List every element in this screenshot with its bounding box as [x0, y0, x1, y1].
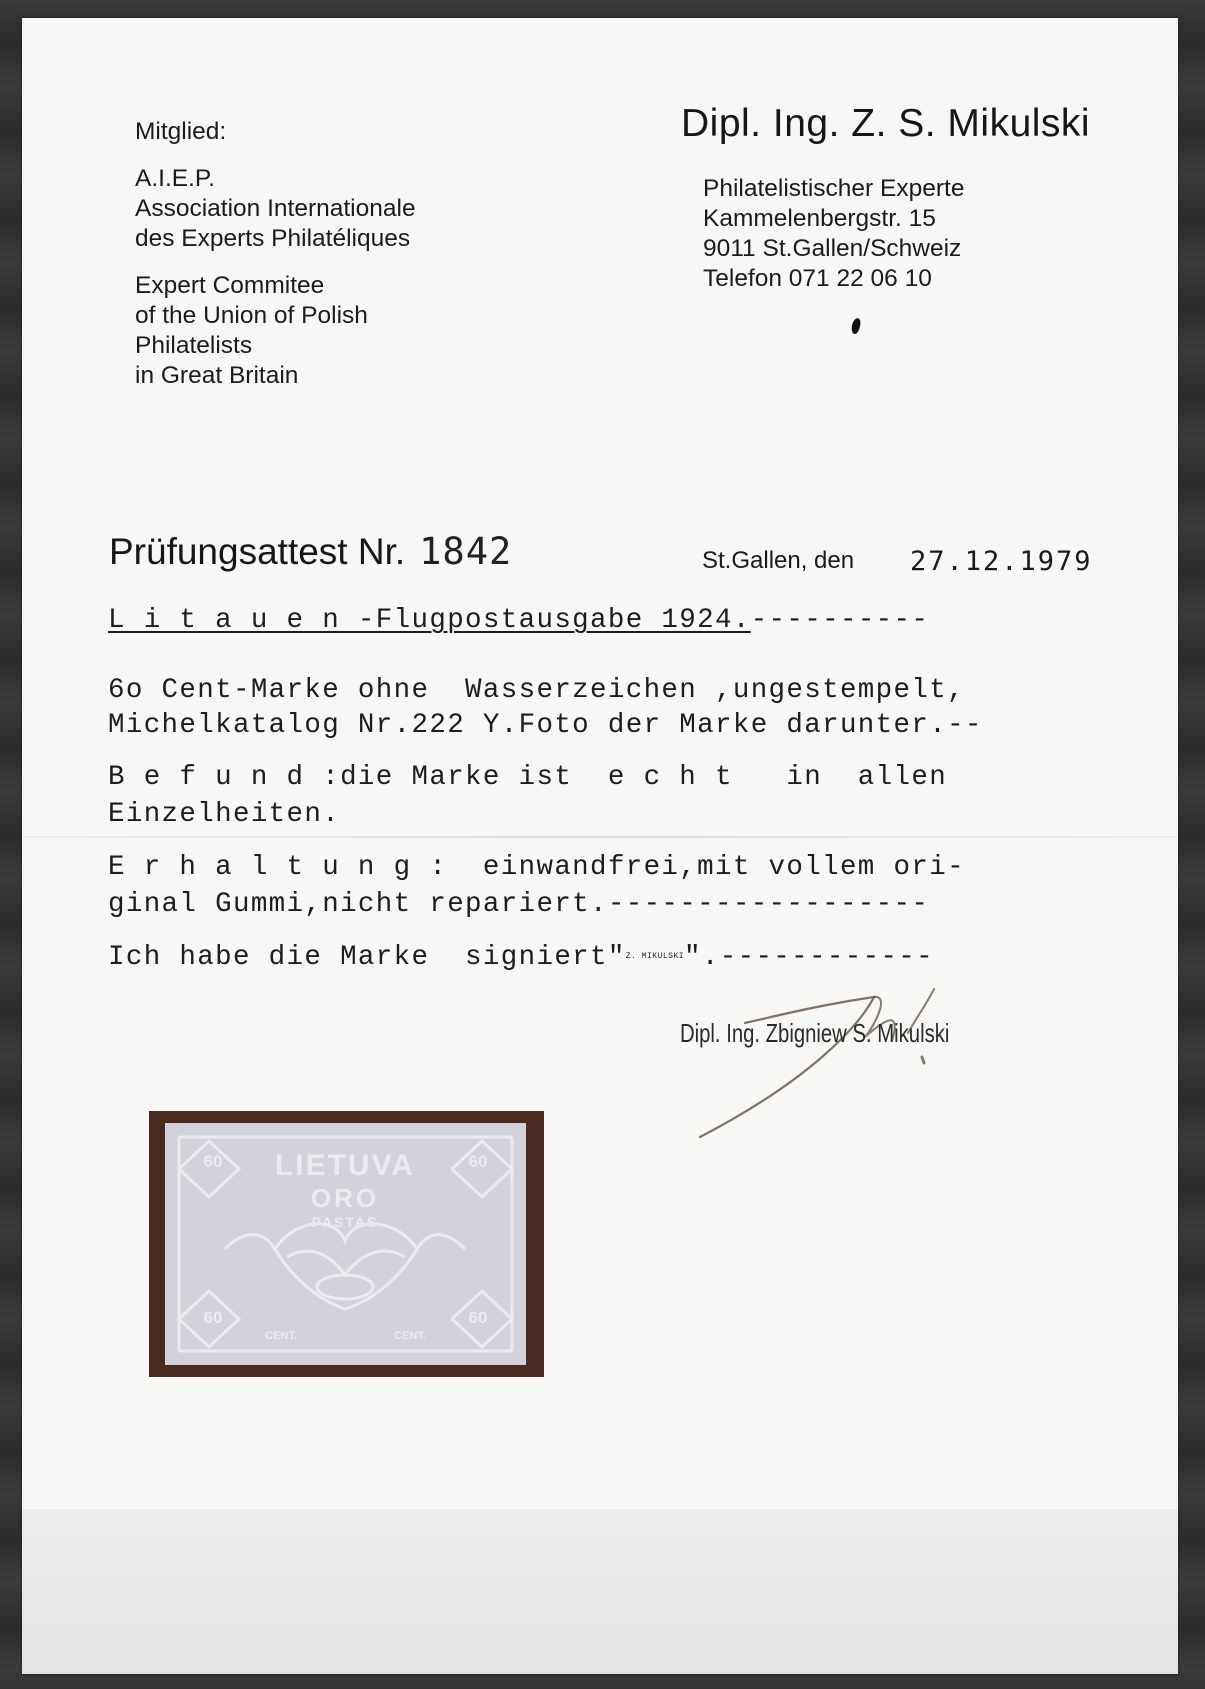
description-line: Michelkatalog Nr.222 Y.Foto der Marke darunter.-- [108, 710, 983, 741]
fold-line [22, 836, 1178, 838]
certificate-date: 27.12.1979 [910, 546, 1093, 577]
description-line: 6o Cent-Marke ohne Wasserzeichen ,ungestempelt, [108, 675, 965, 706]
expert-title: Philatelistischer Experte [703, 175, 965, 202]
stamp-value-corner: 60 [468, 1152, 488, 1171]
membership-heading: Mitglied: [135, 118, 227, 145]
place-label: St.Gallen, den [702, 547, 855, 574]
committee-line: Expert Commitee [135, 272, 325, 299]
stamp-unit: CENT. [394, 1330, 426, 1342]
signed-line [108, 942, 934, 973]
expert-phone: Telefon 071 22 06 10 [703, 265, 932, 292]
mini-signature-mark: Z. MIKULSKI [625, 952, 685, 961]
condition-line: E r h a l t u n g : einwandfrei,mit vollem ori- [108, 852, 965, 883]
committee-line: of the Union of Polish [135, 302, 368, 329]
handwritten-signature [660, 985, 1040, 1155]
expert-street: Kammelenbergstr. 15 [703, 205, 936, 232]
aiep-line: Association Internationale [135, 195, 416, 222]
stamp-pastas: PASTAS [311, 1214, 379, 1230]
committee-line: Philatelists [135, 332, 253, 359]
issue-dashes: ---------- [750, 605, 930, 636]
signed-text: Ich habe die Marke signiert" [108, 942, 626, 973]
stamp-photo [149, 1111, 544, 1377]
stamp-value-corner: 60 [203, 1308, 223, 1327]
stamp-country: LIETUVA [274, 1149, 416, 1182]
stamp-unit: CENT. [265, 1330, 297, 1342]
certificate-title-row [109, 530, 512, 573]
signature-block [660, 985, 1040, 1155]
aiep-line: des Experts Philatéliques [135, 225, 411, 252]
stamp-value-corner: 60 [468, 1308, 488, 1327]
lower-fold-area [22, 1509, 1178, 1674]
expert-name: Dipl. Ing. Z. S. Mikulski [681, 102, 1091, 145]
certificate-sheet [22, 18, 1178, 1674]
printed-signature-name: Dipl. Ing. Zbigniew S. Mikulski [680, 1018, 950, 1048]
certificate-label: Prüfungsattest Nr. [109, 531, 406, 572]
aiep-line: A.I.E.P. [135, 165, 215, 192]
issue-title: L i t a u e n -Flugpostausgabe 1924. [108, 605, 751, 636]
stamp-value-corner: 60 [203, 1152, 223, 1171]
aiep-block [135, 164, 416, 254]
finding-line: Einzelheiten. [108, 799, 341, 830]
stamp-design [165, 1123, 526, 1365]
condition-line: ginal Gummi,nicht repariert.------------------ [108, 889, 930, 920]
expert-city: 9011 St.Gallen/Schweiz [703, 235, 962, 262]
signed-text-end: ".------------ [684, 942, 934, 973]
issue-line [108, 605, 929, 636]
committee-line: in Great Britain [135, 362, 299, 389]
finding-line: B e f u n d :die Marke ist e c h t in allen [108, 762, 948, 793]
expert-address-block [703, 174, 964, 294]
committee-block [135, 271, 368, 391]
airmail-stamp [165, 1123, 526, 1365]
certificate-number: 1842 [419, 530, 513, 573]
stamp-oro: ORO [310, 1183, 380, 1213]
